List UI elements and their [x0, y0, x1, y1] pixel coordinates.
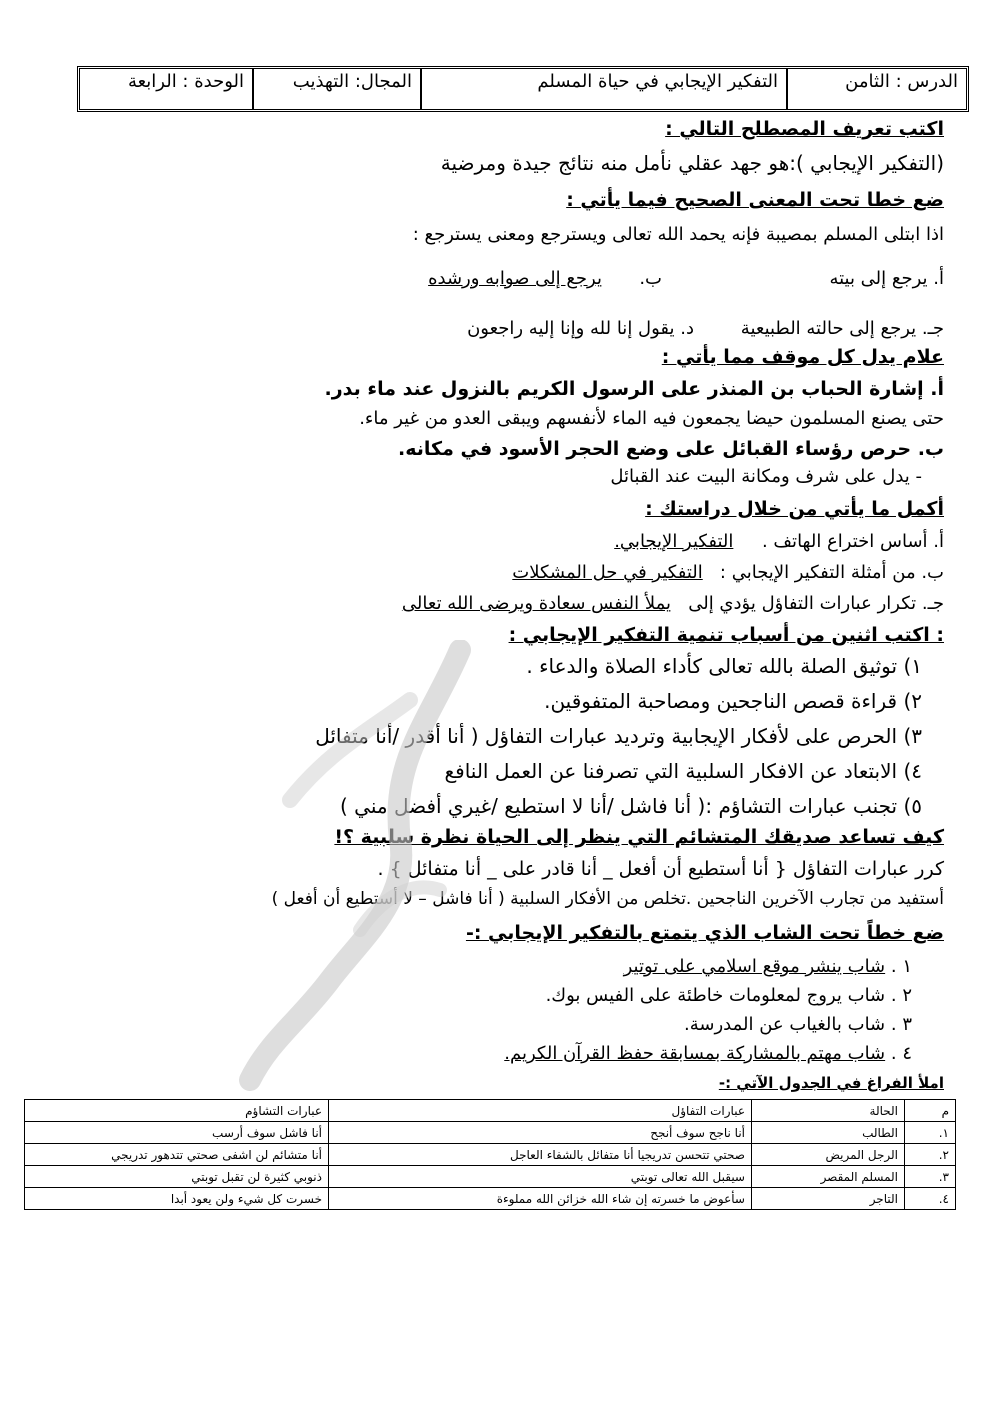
indicates-b-answer: - يدل على شرف ومكانة البيت عند القبائل — [610, 466, 922, 487]
indicates-b-title: ب. حرص رؤساء القبائل على وضع الحجر الأسود في مكانه. — [398, 438, 944, 460]
table-cell: التاجر — [752, 1188, 905, 1210]
table-header-cell: الحالة — [752, 1100, 905, 1122]
table-header-cell: عبارات التفاؤل — [329, 1100, 752, 1122]
table-cell: خسرت كل شيء ولن يعود أبدا — [25, 1188, 329, 1210]
table-cell: أنا فاشل سوف أرسب — [25, 1122, 329, 1144]
indicates-a-title: أ. إشارة الحباب بن المنذر على الرسول الكريم بالنزول عند ماء بدر. — [324, 378, 944, 400]
youth-text: شاب ينشر موقع اسلامي على توتير — [623, 956, 886, 977]
youth-num: ٢ . — [890, 985, 912, 1006]
youth-num: ٣ . — [890, 1014, 912, 1035]
table-header-row — [25, 1100, 956, 1122]
cause-item: ٢) قراءة قصص الناجحين ومصاحبة المتفوقين. — [544, 689, 922, 713]
causes-title: : اكتب اثنين من أسباب تنمية التفكير الإيجابي : — [508, 624, 944, 646]
table-cell: الطالب — [752, 1122, 905, 1144]
define-answer: (التفكير الإيجابي ):هو جهد عقلي نأمل منه نتائج جيدة ومرضية — [440, 151, 944, 175]
youth-item — [504, 1043, 912, 1064]
help-line-2: أستفيد من تجارب الآخرين الناجحين .تخلص من الأفكار السلبية ( أنا فاشل – لا أستطيع أن أفعل ) — [271, 889, 944, 909]
indicates-a-answer: حتى يصنع المسلمون حيضا يجمعون فيه الماء لأنفسهم ويبقى العدو من غير ماء. — [359, 408, 944, 429]
complete-b-answer: التفكير في حل المشكلات — [512, 562, 703, 583]
table-cell: ذنوبي كثيرة لن تقبل توبتي — [25, 1166, 329, 1188]
youth-num: ٤ . — [890, 1043, 912, 1064]
header-unit: الوحدة : الرابعة — [127, 71, 244, 92]
table-header-cell: م — [905, 1100, 956, 1122]
indicates-title: علام يدل كل موقف مما يأتي : — [661, 346, 944, 368]
youth-title: ضع خطاً تحت الشاب الذي يتمتع بالتفكير الإيجابي :- — [465, 922, 944, 944]
header-table — [77, 66, 969, 112]
cause-item: ٥) تجنب عبارات التشاؤم :( أنا فاشل /أنا لا استطيع /غيري أفضل مني ) — [340, 794, 922, 818]
table-cell: سيقبل الله تعالى توبتي — [329, 1166, 752, 1188]
table-cell: الرجل المريض — [752, 1144, 905, 1166]
table-cell: صحتي تتحسن تدريجيا أنا متفائل بالشفاء العاجل — [329, 1144, 752, 1166]
table-cell: أنا متشائم لن اشفى صحتي تتدهور تدريجي — [25, 1144, 329, 1166]
cause-item: ٤) الابتعاد عن الافكار السلبية التي تصرفنا عن العمل النافع — [444, 759, 922, 783]
option-a: أ. يرجع إلى بيته — [829, 268, 944, 289]
complete-a — [614, 531, 944, 552]
complete-c — [402, 593, 944, 614]
youth-item — [684, 1014, 912, 1035]
meaning-title: ضع خطا تحت المعنى الصحيح فيما يأتي : — [566, 189, 944, 211]
table-row — [25, 1188, 956, 1210]
complete-c-answer: يملأ النفس سعادة ويرضى الله تعالى — [401, 593, 672, 614]
cause-item: ١) توثيق الصلة بالله تعالى كأداء الصلاة والدعاء . — [526, 654, 922, 678]
header-domain: المجال: التهذيب — [252, 69, 420, 109]
meaning-question: اذا ابتلى المسلم بمصيبة فإنه يحمد الله تعالى ويسترجع ومعنى يسترجع : — [412, 224, 944, 245]
youth-item — [546, 985, 912, 1006]
complete-a-answer: التفكير الإيجابي. — [614, 531, 734, 552]
table-row — [25, 1122, 956, 1144]
help-title: كيف تساعد صديقك المتشائم التي ينظر إلى الحياة نظرة سلبية ؟! — [334, 826, 944, 848]
define-title: اكتب تعريف المصطلح التالي : — [665, 118, 944, 140]
table-cell: ٢. — [905, 1144, 956, 1166]
cause-item: ٣) الحرص على لأفكار الإيجابية وترديد عبارات التفاؤل ( أنا أقدر /أنا متفائل — [315, 724, 922, 748]
table-row — [25, 1144, 956, 1166]
youth-text: شاب مهتم بالمشاركة بمسابقة حفظ القرآن الكريم. — [504, 1043, 886, 1064]
option-c: جـ. يرجع إلى حالته الطبيعية — [740, 318, 944, 339]
complete-c-question: جـ. تكرار عبارات التفاؤل يؤدي إلى — [688, 593, 944, 614]
table-cell: أنا ناجح سوف أنجح — [329, 1122, 752, 1144]
fill-table — [24, 1099, 956, 1210]
youth-text: شاب بالغياب عن المدرسة. — [684, 1014, 886, 1035]
table-cell: ٤. — [905, 1188, 956, 1210]
table-cell: سأعوض ما خسرته إن شاء الله خزائن الله مملوءة — [329, 1188, 752, 1210]
youth-text: شاب يروج لمعلومات خاطئة على الفيس بوك. — [545, 985, 886, 1006]
complete-title: أكمل ما يأتي من خلال دراستك : — [645, 498, 944, 520]
option-d: د. يقول إنا لله وإنا إليه راجعون — [467, 318, 694, 339]
table-header-cell: عبارات التشاؤم — [25, 1100, 329, 1122]
header-topic: التفكير الإيجابي في حياة المسلم — [420, 69, 786, 109]
youth-item — [624, 956, 912, 977]
table-cell: المسلم المقصر — [752, 1166, 905, 1188]
complete-b — [512, 562, 944, 583]
table-cell: ٣. — [905, 1166, 956, 1188]
table-cell: ١. — [905, 1122, 956, 1144]
option-b-label: ب. — [639, 268, 662, 289]
option-b-correct: يرجع إلى صوابه ورشده — [428, 268, 602, 289]
help-line-1: كرر عبارات التفاؤل { أنا أستطيع أن أفعل _ أنا قادر على _ أنا متفائل } . — [377, 858, 944, 880]
complete-b-question: ب. من أمثلة التفكير الإيجابي : — [719, 562, 944, 583]
fill-table-title: املأ الفراغ في الجدول الآتي :- — [718, 1074, 944, 1092]
youth-num: ١ . — [890, 956, 912, 977]
complete-a-question: أ. أساس اختراع الهاتف . — [761, 531, 944, 552]
header-lesson: الدرس : الثامن — [786, 69, 966, 109]
table-row — [25, 1166, 956, 1188]
